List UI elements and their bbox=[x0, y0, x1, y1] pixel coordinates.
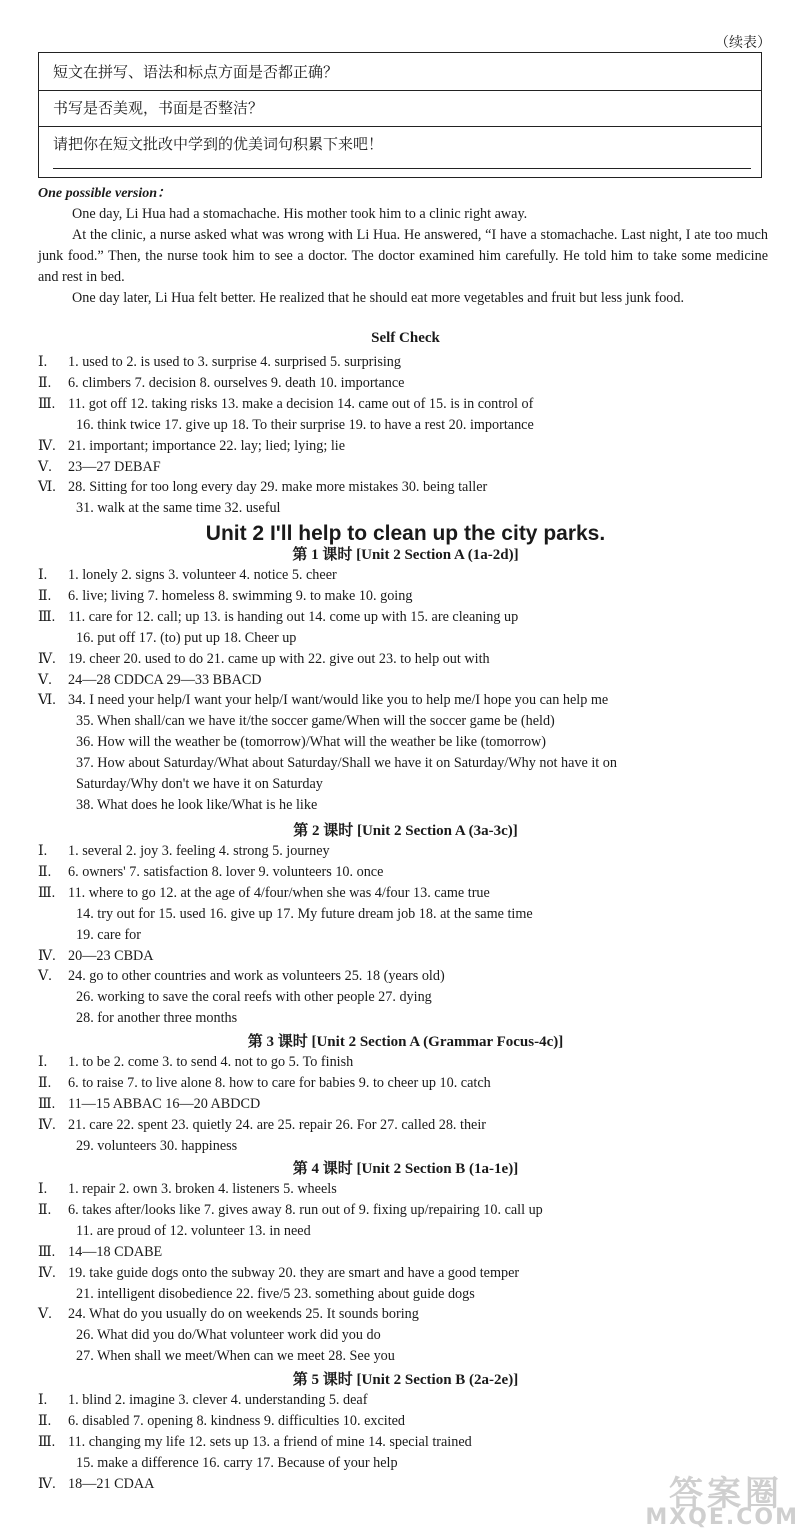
watermark-url: MXQE.COM bbox=[645, 1505, 799, 1530]
answer-text: 1. blind 2. imagine 3. clever 4. understanding 5. deaf bbox=[68, 1392, 368, 1408]
section-numeral: Ⅴ. bbox=[38, 671, 52, 688]
answer-text: 15. make a difference 16. carry 17. Because of your help bbox=[76, 1454, 398, 1471]
answer-text: 1. to be 2. come 3. to send 4. not to go 5. To finish bbox=[68, 1054, 354, 1070]
answer-line bbox=[38, 966, 445, 986]
answer-line bbox=[38, 394, 533, 414]
answer-text: 18—21 CDAA bbox=[68, 1475, 155, 1492]
answer-line bbox=[38, 477, 487, 497]
answer-text: 1. lonely 2. signs 3. volunteer 4. notice 5. cheer bbox=[68, 567, 337, 583]
answer-text: 21. care 22. spent 23. quietly 24. are 25. repair 26. For 27. called 28. their bbox=[68, 1116, 487, 1133]
section-numeral: Ⅵ. bbox=[38, 692, 56, 709]
answer-text: 11. changing my life 12. sets up 13. a friend of mine 14. special trained bbox=[68, 1433, 472, 1450]
answer-text: 24. What do you usually do on weekends 25. It sounds boring bbox=[68, 1306, 419, 1323]
essay-paragraph: One day, Li Hua had a stomachache. His mother took him to a clinic right away. bbox=[72, 206, 528, 222]
lesson-title: 第 3 课时 [Unit 2 Section A (Grammar Focus-4c)] bbox=[247, 1034, 564, 1050]
answer-text: 38. What does he look like/What is he like bbox=[76, 796, 318, 813]
answer-line bbox=[76, 904, 533, 924]
answer-line bbox=[38, 841, 330, 861]
section-numeral: Ⅴ. bbox=[38, 458, 52, 475]
answer-line bbox=[38, 1242, 162, 1262]
answer-line bbox=[38, 1304, 419, 1324]
answer-text: 11—15 ABBAC 16—20 ABDCD bbox=[68, 1095, 261, 1112]
answer-line bbox=[38, 586, 412, 606]
answer-line bbox=[38, 607, 518, 627]
section-numeral: Ⅰ. bbox=[38, 567, 48, 583]
answer-line bbox=[38, 1179, 337, 1199]
answer-text: 26. What did you do/What volunteer work did you do bbox=[76, 1327, 381, 1344]
answer-text: 14. try out for 15. used 16. give up 17. My future dream job 18. at the same time bbox=[76, 905, 533, 922]
answer-text: 36. How will the weather be (tomorrow)/What will the weather be like (tomorrow) bbox=[76, 734, 547, 751]
sample-essay bbox=[38, 204, 768, 309]
answer-text: 35. When shall/can we have it/the soccer game/When will the soccer game be (held) bbox=[76, 713, 555, 730]
answer-line bbox=[38, 1200, 543, 1220]
answer-text: 6. disabled 7. opening 8. kindness 9. difficulties 10. excited bbox=[68, 1412, 406, 1429]
answer-line bbox=[76, 774, 323, 794]
section-numeral: Ⅱ. bbox=[38, 1412, 52, 1429]
answer-text: 24. go to other countries and work as volunteers 25. 18 (years old) bbox=[68, 968, 445, 985]
answer-text: 19. take guide dogs onto the subway 20. they are smart and have a good temper bbox=[68, 1264, 520, 1281]
section-numeral: Ⅱ. bbox=[38, 374, 52, 391]
answer-line bbox=[76, 795, 317, 815]
answer-text: 26. working to save the coral reefs with other people 27. dying bbox=[76, 989, 432, 1006]
section-numeral: Ⅲ. bbox=[38, 395, 56, 412]
checklist-row: 书写是否美观，书面是否整洁？ bbox=[39, 91, 761, 127]
answer-text: 24—28 CDDCA 29—33 BBACD bbox=[68, 671, 262, 688]
writing-line bbox=[53, 168, 751, 169]
answer-line bbox=[38, 1263, 519, 1283]
section-numeral: Ⅰ. bbox=[38, 843, 48, 859]
lesson-title: 第 5 课时 [Unit 2 Section B (2a-2e)] bbox=[292, 1372, 519, 1388]
answer-line bbox=[38, 862, 383, 882]
watermark-text: 答案圈 bbox=[669, 1474, 783, 1514]
answer-text: 1. repair 2. own 3. broken 4. listeners 5. wheels bbox=[68, 1181, 337, 1197]
self-check-title: Self Check bbox=[371, 330, 440, 346]
answer-line bbox=[76, 925, 141, 945]
section-numeral: Ⅱ. bbox=[38, 863, 52, 880]
answer-line bbox=[76, 628, 296, 648]
answer-text: 23—27 DEBAF bbox=[68, 458, 161, 475]
answer-line bbox=[76, 1346, 395, 1366]
section-numeral: Ⅳ. bbox=[38, 437, 56, 454]
section-numeral: Ⅲ. bbox=[38, 1243, 56, 1260]
checklist-row-text: 请把你在短文批改中学到的优美词句积累下来吧！ bbox=[53, 137, 384, 153]
answer-line bbox=[76, 415, 534, 435]
answer-line bbox=[76, 1453, 398, 1473]
answer-line bbox=[38, 946, 154, 966]
section-numeral: Ⅰ. bbox=[38, 1054, 48, 1070]
answer-text: 1. used to 2. is used to 3. surprise 4. surprised 5. surprising bbox=[68, 354, 401, 370]
section-numeral: Ⅲ. bbox=[38, 608, 56, 625]
answer-text: 29. volunteers 30. happiness bbox=[76, 1137, 238, 1154]
answer-line bbox=[38, 373, 404, 393]
version-label: One possible version： bbox=[38, 186, 171, 201]
section-numeral: Ⅳ. bbox=[38, 1475, 56, 1492]
answer-line bbox=[38, 1432, 472, 1452]
answer-text: 34. I need your help/I want your help/I want/would like you to help me/I hope you can help me bbox=[68, 692, 609, 709]
answer-line bbox=[38, 883, 490, 903]
answer-line bbox=[76, 732, 546, 752]
answer-text: 28. Sitting for too long every day 29. make more mistakes 30. being taller bbox=[68, 479, 488, 496]
essay-paragraph: At the clinic, a nurse asked what was wrong with Li Hua. He answered, “I have a stomachache. Last night, I ate too much junk food.” Then, the nurse took him to see a doctor. The doctor examined him carefully. He told him to take some medicine and rest in bed. bbox=[38, 227, 768, 285]
answer-text: Saturday/Why don't we have it on Saturday bbox=[76, 776, 323, 792]
answer-text: 11. where to go 12. at the age of 4/four/when she was 4/four 13. came true bbox=[68, 884, 490, 901]
section-numeral: Ⅰ. bbox=[38, 1392, 48, 1408]
checklist-row bbox=[39, 127, 761, 177]
answer-text: 28. for another three months bbox=[76, 1010, 238, 1027]
answer-line bbox=[76, 1284, 475, 1304]
answer-line bbox=[38, 649, 490, 669]
answer-line bbox=[38, 1073, 491, 1093]
unit-title: Unit 2 I'll help to clean up the city parks. bbox=[205, 522, 606, 545]
answer-line bbox=[38, 1115, 486, 1135]
answer-line bbox=[76, 498, 281, 518]
answer-line bbox=[38, 1474, 154, 1494]
answer-text: 37. How about Saturday/What about Saturday/Shall we have it on Saturday/Why not have it on bbox=[76, 755, 617, 772]
essay-paragraph: One day later, Li Hua felt better. He realized that he should eat more vegetables and fruit but less junk food. bbox=[72, 290, 685, 306]
answer-line bbox=[76, 1325, 381, 1345]
section-numeral: Ⅲ. bbox=[38, 1433, 56, 1450]
section-numeral: Ⅲ. bbox=[38, 1095, 56, 1112]
answer-text: 6. climbers 7. decision 8. ourselves 9. death 10. importance bbox=[68, 374, 405, 391]
answer-line bbox=[76, 1221, 311, 1241]
answer-text: 11. care for 12. call; up 13. is handing out 14. come up with 15. are cleaning up bbox=[68, 608, 519, 625]
section-numeral: Ⅲ. bbox=[38, 884, 56, 901]
answer-line bbox=[38, 565, 337, 585]
section-numeral: Ⅴ. bbox=[38, 1306, 52, 1323]
checklist-row: 短文在拼写、语法和标点方面是否都正确？ bbox=[39, 53, 761, 91]
answer-text: 14—18 CDABE bbox=[68, 1243, 163, 1260]
answer-line bbox=[38, 690, 608, 710]
checklist-table bbox=[38, 52, 762, 178]
answer-text: 16. put off 17. (to) put up 18. Cheer up bbox=[76, 629, 297, 646]
answer-text: 11. got off 12. taking risks 13. make a decision 14. came out of 15. is in control of bbox=[68, 395, 534, 412]
answer-text: 6. live; living 7. homeless 8. swimming 9. to make 10. going bbox=[68, 587, 413, 604]
section-numeral: Ⅱ. bbox=[38, 587, 52, 604]
lesson-title: 第 4 课时 [Unit 2 Section B (1a-1e)] bbox=[292, 1161, 519, 1177]
answer-text: 21. intelligent disobedience 22. five/5 23. something about guide dogs bbox=[76, 1285, 475, 1302]
answer-line bbox=[38, 670, 262, 690]
answer-line bbox=[76, 1136, 237, 1156]
answer-line bbox=[38, 1052, 353, 1072]
answer-text: 31. walk at the same time 32. useful bbox=[76, 500, 281, 517]
answer-text: 19. cheer 20. used to do 21. came up with 22. give out 23. to help out with bbox=[68, 650, 490, 667]
section-numeral: Ⅱ. bbox=[38, 1074, 52, 1091]
watermark-logo bbox=[623, 1466, 803, 1530]
section-numeral: Ⅳ. bbox=[38, 947, 56, 964]
answer-text: 27. When shall we meet/When can we meet 28. See you bbox=[76, 1348, 395, 1365]
section-numeral: Ⅴ. bbox=[38, 968, 52, 985]
answer-text: 6. owners' 7. satisfaction 8. lover 9. volunteers 10. once bbox=[68, 863, 384, 880]
continued-label: （续表） bbox=[715, 36, 771, 51]
section-numeral: Ⅳ. bbox=[38, 650, 56, 667]
answer-text: 19. care for bbox=[76, 926, 141, 943]
answer-text: 11. are proud of 12. volunteer 13. in need bbox=[76, 1222, 311, 1239]
section-numeral: Ⅵ. bbox=[38, 479, 56, 496]
answer-line bbox=[76, 987, 432, 1007]
answer-text: 21. important; importance 22. lay; lied; lying; lie bbox=[68, 437, 345, 454]
answer-line bbox=[38, 1411, 405, 1431]
lesson-title: 第 2 课时 [Unit 2 Section A (3a-3c)] bbox=[293, 823, 518, 839]
answer-line bbox=[76, 1008, 237, 1028]
section-numeral: Ⅳ. bbox=[38, 1264, 56, 1281]
lesson-title: 第 1 课时 [Unit 2 Section A (1a-2d)] bbox=[292, 547, 519, 563]
answer-line bbox=[76, 753, 617, 773]
answer-line bbox=[38, 1390, 367, 1410]
answer-line bbox=[38, 436, 345, 456]
answer-line bbox=[38, 457, 161, 477]
section-numeral: Ⅰ. bbox=[38, 1181, 48, 1197]
answer-line bbox=[76, 711, 555, 731]
answer-text: 20—23 CBDA bbox=[68, 947, 154, 964]
answer-text: 1. several 2. joy 3. feeling 4. strong 5. journey bbox=[68, 843, 330, 859]
section-numeral: Ⅰ. bbox=[38, 354, 48, 370]
answer-text: 6. to raise 7. to live alone 8. how to care for babies 9. to cheer up 10. catch bbox=[68, 1074, 491, 1091]
section-numeral: Ⅳ. bbox=[38, 1116, 56, 1133]
answer-line bbox=[38, 1094, 260, 1114]
section-numeral: Ⅱ. bbox=[38, 1201, 52, 1218]
answer-text: 16. think twice 17. give up 18. To their surprise 19. to have a rest 20. importance bbox=[76, 416, 534, 433]
answer-text: 6. takes after/looks like 7. gives away 8. run out of 9. fixing up/repairing 10. call up bbox=[68, 1201, 543, 1218]
answer-line bbox=[38, 352, 401, 372]
